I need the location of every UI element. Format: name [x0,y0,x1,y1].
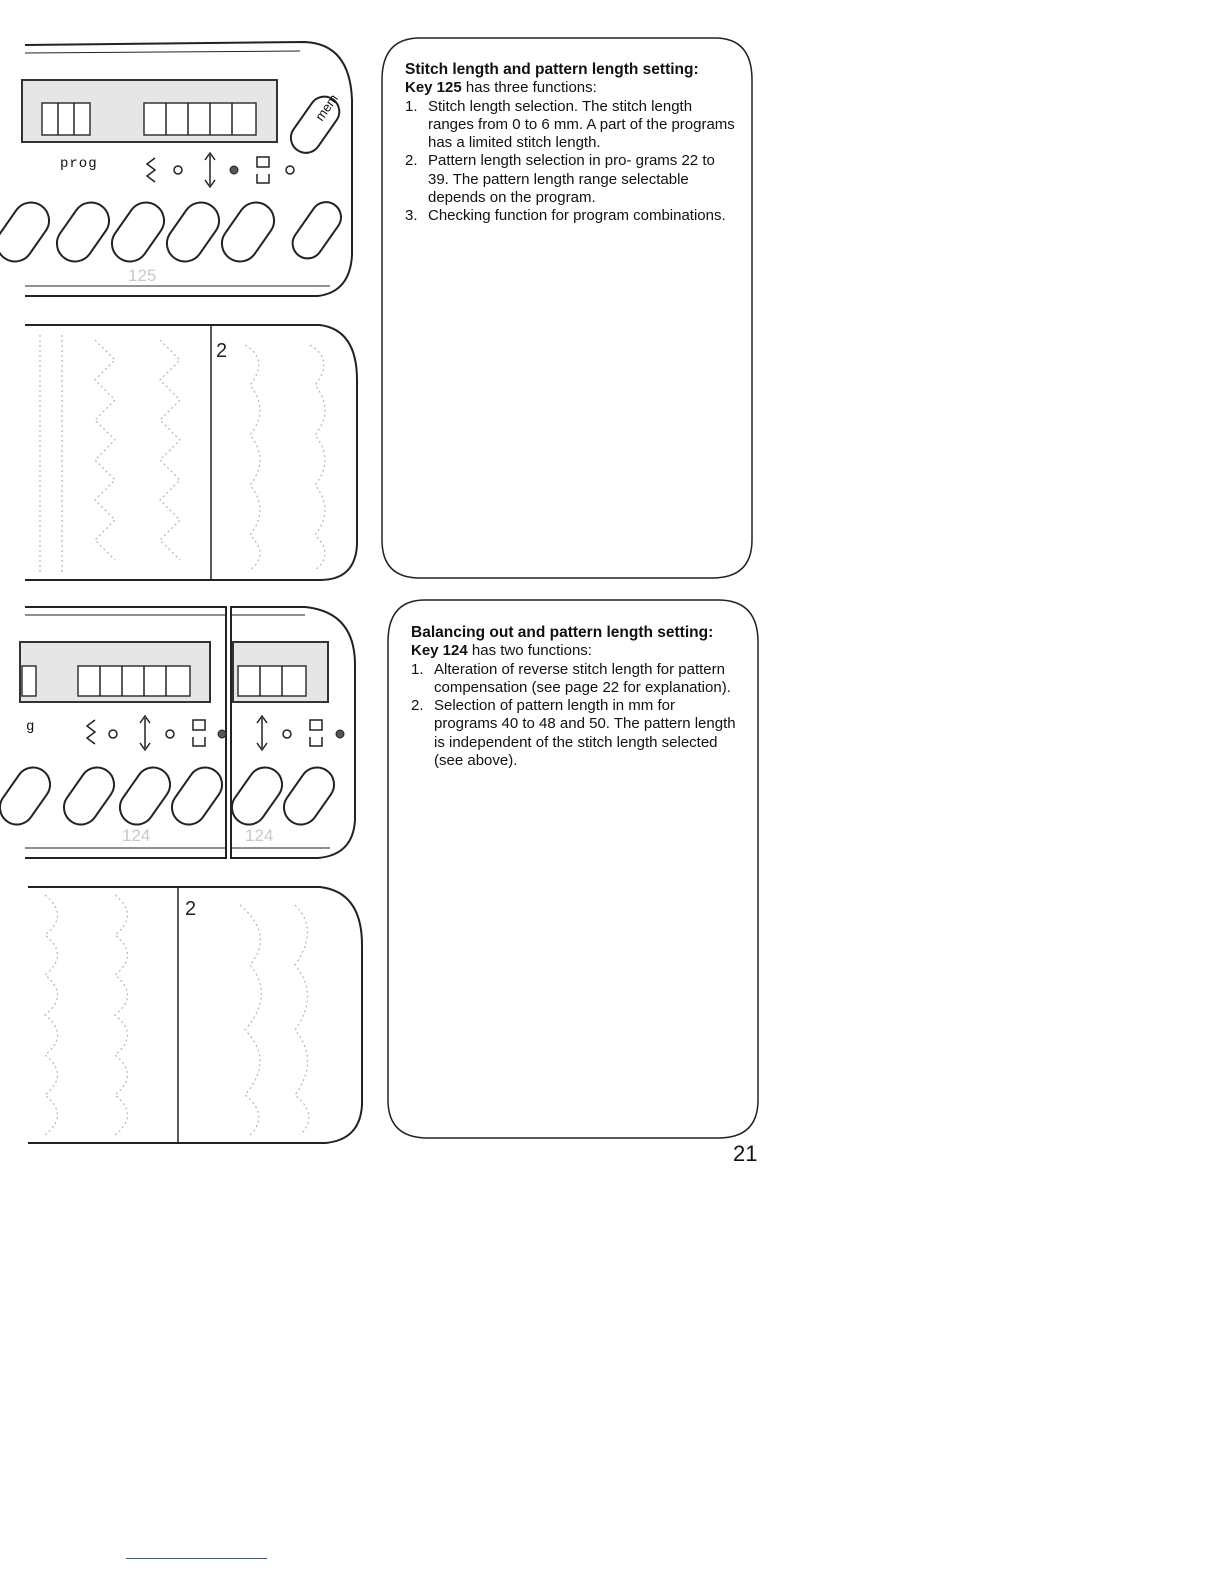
text-box-2 [411,624,741,770]
section-2-key-line [411,642,741,660]
footer-rule [126,1558,267,1559]
key-124-label-a: 124 [122,826,151,845]
section-1-key: Key 125 [405,79,462,97]
section-1-list [405,98,735,226]
list-item-number: 2. [411,697,424,715]
key-125-label: 125 [128,266,157,285]
section-1-key-line [405,79,735,97]
section-2-key-rest: has two functions: [467,642,592,660]
list-item-text: Checking function for program combinations. [428,207,726,225]
section-2-heading: Balancing out and pattern length setting: [411,624,714,641]
list-item-text: Pattern length selection in pro- grams 22 to 39. The pattern length range selectable depends on the program. [428,152,715,207]
mem-label: mem [312,91,341,124]
list-item-text: Alteration of reverse stitch length for pattern compensation (see page 22 for explanation). [434,660,731,696]
list-item [411,697,741,770]
control-panel-125 [0,42,352,296]
section-2-list [411,661,741,771]
list-item [411,661,741,698]
section-1-key-rest: has three functions: [461,79,597,97]
list-item-number: 1. [411,660,424,678]
prog-label-partial: g [26,719,36,735]
section-2-key: Key 124 [411,642,468,660]
stitch-sample-1 [25,325,357,580]
list-item-number: 1. [405,97,418,115]
page-number: 21 [733,1141,758,1166]
sample-1-label: 2 [216,340,228,362]
list-item [405,152,735,207]
list-item-text: Stitch length selection. The stitch length ranges from 0 to 6 mm. A part of the programs has a limited stitch length. [428,97,735,152]
control-panel-124 [0,607,355,858]
list-item-text: Selection of pattern length in mm for programs 40 to 48 and 50. The pattern length is independent of the stitch length selected (see above). [434,697,736,770]
sample-2-label: 2 [185,898,197,920]
section-1-heading: Stitch length and pattern length setting: [405,61,699,78]
stitch-sample-2 [28,887,362,1143]
list-item-number: 3. [405,207,418,225]
text-box-1 [405,61,735,226]
list-item [405,98,735,153]
key-124-label-b: 124 [245,826,274,845]
list-item-number: 2. [405,152,418,170]
prog-label: prog [60,156,98,172]
list-item [405,207,735,225]
